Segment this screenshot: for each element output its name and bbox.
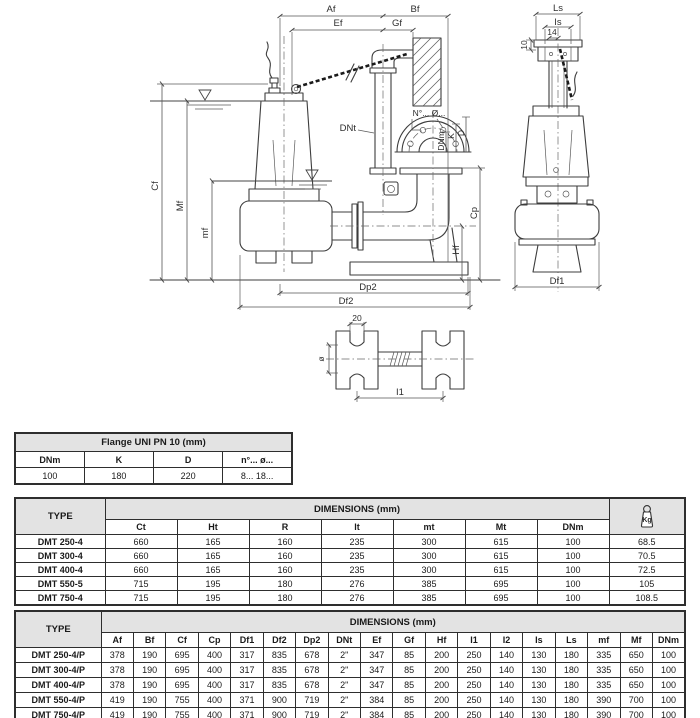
dimensions-title: DIMENSIONS (mm) bbox=[101, 611, 685, 633]
value-cell: 180 bbox=[555, 708, 587, 718]
column-header: Hf bbox=[425, 633, 457, 648]
value-cell: 140 bbox=[490, 648, 522, 663]
value-cell: 250 bbox=[458, 648, 490, 663]
discharge-riser-pipe bbox=[370, 44, 413, 215]
value-cell: 100 bbox=[537, 577, 609, 591]
value-cell: 660 bbox=[105, 563, 177, 577]
value-cell: 100 bbox=[537, 591, 609, 606]
value-cell: 695 bbox=[166, 678, 198, 693]
installation-side-view bbox=[150, 16, 500, 310]
value-cell: 378 bbox=[101, 648, 133, 663]
value-cell: 190 bbox=[133, 663, 165, 678]
float-cable bbox=[266, 42, 272, 78]
value-cell: 2" bbox=[328, 708, 360, 718]
type-cell: DMT 300-4/P bbox=[15, 663, 101, 678]
value-cell: 85 bbox=[393, 678, 425, 693]
value-cell: 715 bbox=[105, 591, 177, 606]
pump-front-view bbox=[515, 14, 599, 292]
column-header: DNm bbox=[537, 520, 609, 535]
column-header: I1 bbox=[458, 633, 490, 648]
table-row bbox=[15, 678, 685, 693]
value-cell: 835 bbox=[263, 663, 295, 678]
value-cell: 400 bbox=[198, 708, 230, 718]
kg-label: Kg bbox=[642, 516, 652, 524]
volute-casing bbox=[515, 204, 599, 239]
value-cell: 400 bbox=[198, 648, 230, 663]
dim-label-df1: Df1 bbox=[549, 276, 565, 287]
value-cell: 100 bbox=[537, 535, 609, 549]
column-header: Cf bbox=[166, 633, 198, 648]
value-cell: 317 bbox=[231, 678, 263, 693]
value-cell: 384 bbox=[361, 708, 393, 718]
value-cell: 347 bbox=[361, 663, 393, 678]
water-level-min bbox=[212, 170, 332, 189]
dim-label-ef: Ef bbox=[333, 18, 343, 29]
value-cell: 419 bbox=[101, 693, 133, 708]
dim-label-cf: Cf bbox=[150, 181, 161, 191]
column-header: mf bbox=[588, 633, 620, 648]
dim-label-diameter: ø bbox=[316, 356, 326, 362]
dim-label-ls: Ls bbox=[552, 3, 564, 14]
value-cell: 160 bbox=[249, 549, 321, 563]
value-cell: 200 bbox=[425, 663, 457, 678]
value-cell: 180 bbox=[84, 468, 153, 485]
value-cell: 317 bbox=[231, 648, 263, 663]
value-cell: 250 bbox=[458, 663, 490, 678]
value-cell: 190 bbox=[133, 648, 165, 663]
value-cell: 335 bbox=[588, 648, 620, 663]
value-cell: 390 bbox=[588, 708, 620, 718]
value-cell: 335 bbox=[588, 663, 620, 678]
value-cell: 715 bbox=[105, 577, 177, 591]
value-cell: 180 bbox=[555, 693, 587, 708]
dim-label-20: 20 bbox=[352, 313, 362, 323]
lifting-chain bbox=[560, 49, 572, 100]
dimension-lines-detail bbox=[326, 322, 443, 402]
column-header: Bf bbox=[133, 633, 165, 648]
value-cell: 140 bbox=[490, 663, 522, 678]
type-cell: DMT 300-4 bbox=[15, 549, 105, 563]
type-cell: DMT 250-4/P bbox=[15, 648, 101, 663]
column-header: K bbox=[84, 452, 153, 468]
type-cell: DMT 400-4/P bbox=[15, 678, 101, 693]
float-cable bbox=[573, 72, 577, 96]
value-cell: 2" bbox=[328, 663, 360, 678]
value-cell: 660 bbox=[105, 549, 177, 563]
value-cell: 695 bbox=[465, 577, 537, 591]
value-cell: 835 bbox=[263, 648, 295, 663]
value-cell: 650 bbox=[620, 648, 652, 663]
dim-label-cp: Cp bbox=[469, 206, 480, 220]
value-cell: 615 bbox=[465, 563, 537, 577]
column-header: R bbox=[249, 520, 321, 535]
value-cell: 835 bbox=[263, 678, 295, 693]
column-header: Is bbox=[523, 633, 555, 648]
column-header: Ct bbox=[105, 520, 177, 535]
table-row bbox=[15, 648, 685, 663]
type-column-header: TYPE bbox=[15, 498, 105, 535]
table-row bbox=[15, 663, 685, 678]
value-cell: 400 bbox=[198, 693, 230, 708]
value-cell: 755 bbox=[166, 708, 198, 718]
value-cell: 72.5 bbox=[609, 563, 685, 577]
type-cell: DMT 750-4 bbox=[15, 591, 105, 606]
lifting-eye bbox=[292, 85, 301, 94]
dim-label-14: 14 bbox=[547, 27, 557, 37]
value-cell: 300 bbox=[393, 563, 465, 577]
value-cell: 130 bbox=[523, 663, 555, 678]
dimensions-table-p-version bbox=[14, 610, 686, 718]
dimensions-title: DIMENSIONS (mm) bbox=[105, 498, 609, 520]
value-cell: 130 bbox=[523, 678, 555, 693]
value-cell: 200 bbox=[425, 693, 457, 708]
dim-label-d-flange: D bbox=[456, 129, 466, 137]
value-cell: 220 bbox=[154, 468, 223, 485]
value-cell: 105 bbox=[609, 577, 685, 591]
value-cell: 100 bbox=[537, 549, 609, 563]
value-cell: 180 bbox=[555, 663, 587, 678]
dim-label-bf: Bf bbox=[410, 4, 420, 15]
column-header: Ef bbox=[361, 633, 393, 648]
column-header: lt bbox=[321, 520, 393, 535]
value-cell: 276 bbox=[321, 577, 393, 591]
value-cell: 400 bbox=[198, 663, 230, 678]
water-level-max bbox=[150, 90, 262, 109]
water-level-icon bbox=[199, 90, 211, 100]
value-cell: 250 bbox=[458, 693, 490, 708]
dim-label-10: 10 bbox=[519, 40, 529, 50]
type-cell: DMT 400-4 bbox=[15, 563, 105, 577]
dimensions-table-standard bbox=[14, 497, 686, 606]
value-cell: 719 bbox=[296, 693, 328, 708]
value-cell: 190 bbox=[133, 708, 165, 718]
value-cell: 755 bbox=[166, 693, 198, 708]
value-cell: 615 bbox=[465, 535, 537, 549]
value-cell: 276 bbox=[321, 591, 393, 606]
value-cell: 235 bbox=[321, 563, 393, 577]
wall-hatch bbox=[413, 38, 441, 106]
value-cell: 68.5 bbox=[609, 535, 685, 549]
value-cell: 85 bbox=[393, 648, 425, 663]
base-plate bbox=[350, 262, 468, 275]
value-cell: 378 bbox=[101, 678, 133, 693]
value-cell: 2" bbox=[328, 648, 360, 663]
value-cell: 678 bbox=[296, 678, 328, 693]
value-cell: 100 bbox=[652, 663, 685, 678]
value-cell: 695 bbox=[166, 663, 198, 678]
value-cell: 85 bbox=[393, 708, 425, 718]
table-row bbox=[15, 468, 292, 485]
volute-casing bbox=[240, 201, 332, 251]
value-cell: 190 bbox=[133, 693, 165, 708]
dim-label-dp2: Dp2 bbox=[359, 282, 377, 293]
value-cell: 250 bbox=[458, 678, 490, 693]
value-cell: 900 bbox=[263, 693, 295, 708]
p-table-header-row bbox=[15, 633, 685, 648]
table-row bbox=[15, 577, 685, 591]
column-header: Dp2 bbox=[296, 633, 328, 648]
value-cell: 660 bbox=[105, 535, 177, 549]
pump-front-body bbox=[515, 106, 599, 272]
column-header: Ht bbox=[177, 520, 249, 535]
value-cell: 165 bbox=[177, 535, 249, 549]
value-cell: 250 bbox=[458, 708, 490, 718]
value-cell: 615 bbox=[465, 549, 537, 563]
value-cell: 300 bbox=[393, 535, 465, 549]
value-cell: 385 bbox=[393, 577, 465, 591]
value-cell: 140 bbox=[490, 708, 522, 718]
dim-label-gf: Gf bbox=[391, 18, 403, 29]
column-header: Cp bbox=[198, 633, 230, 648]
value-cell: 195 bbox=[177, 577, 249, 591]
value-cell: 160 bbox=[249, 535, 321, 549]
guide-claw bbox=[384, 182, 398, 195]
dim-label-k-flange: K bbox=[446, 133, 456, 139]
type-cell: DMT 550-4/P bbox=[15, 693, 101, 708]
column-header: mt bbox=[393, 520, 465, 535]
column-header: Mf bbox=[620, 633, 652, 648]
value-cell: 678 bbox=[296, 648, 328, 663]
column-header: Df1 bbox=[231, 633, 263, 648]
value-cell: 695 bbox=[166, 648, 198, 663]
value-cell: 371 bbox=[231, 708, 263, 718]
value-cell: 385 bbox=[393, 591, 465, 606]
value-cell: 195 bbox=[177, 591, 249, 606]
value-cell: 85 bbox=[393, 663, 425, 678]
value-cell: 400 bbox=[198, 678, 230, 693]
value-cell: 235 bbox=[321, 535, 393, 549]
value-cell: 70.5 bbox=[609, 549, 685, 563]
value-cell: 2" bbox=[328, 693, 360, 708]
weight-column-header bbox=[609, 498, 685, 535]
column-header: Ls bbox=[555, 633, 587, 648]
pump-side-view bbox=[240, 36, 332, 272]
value-cell: 108.5 bbox=[609, 591, 685, 606]
value-cell: 695 bbox=[465, 591, 537, 606]
guide-rails bbox=[549, 28, 567, 292]
dim-label-dnt: DNt bbox=[339, 123, 356, 134]
column-header: D bbox=[154, 452, 223, 468]
dim-table-title-row bbox=[15, 498, 685, 520]
value-cell: 140 bbox=[490, 693, 522, 708]
table-row bbox=[15, 563, 685, 577]
suction-bell bbox=[533, 245, 581, 272]
dim-label-mf-min: mf bbox=[200, 227, 211, 239]
type-column-header: TYPE bbox=[15, 611, 101, 648]
value-cell: 85 bbox=[393, 693, 425, 708]
table-row bbox=[15, 708, 685, 718]
value-cell: 371 bbox=[231, 693, 263, 708]
p-table-body bbox=[15, 648, 685, 718]
column-header: Df2 bbox=[263, 633, 295, 648]
column-header: DNm bbox=[15, 452, 84, 468]
dim-label-is: Is bbox=[554, 17, 562, 28]
value-cell: 390 bbox=[588, 693, 620, 708]
value-cell: 719 bbox=[296, 708, 328, 718]
value-cell: 347 bbox=[361, 678, 393, 693]
dim-label-dnm-flange: DNm bbox=[436, 131, 446, 151]
value-cell: 100 bbox=[15, 468, 84, 485]
value-cell: 8... 18... bbox=[223, 468, 292, 485]
value-cell: 100 bbox=[537, 563, 609, 577]
value-cell: 180 bbox=[249, 577, 321, 591]
column-header: n°... ø... bbox=[223, 452, 292, 468]
value-cell: 235 bbox=[321, 549, 393, 563]
flange-table-body bbox=[15, 468, 292, 485]
table-row bbox=[15, 549, 685, 563]
value-cell: 347 bbox=[361, 648, 393, 663]
value-cell: 165 bbox=[177, 563, 249, 577]
value-cell: 378 bbox=[101, 663, 133, 678]
value-cell: 419 bbox=[101, 708, 133, 718]
type-cell: DMT 250-4 bbox=[15, 535, 105, 549]
type-cell: DMT 750-4/P bbox=[15, 708, 101, 718]
table-row bbox=[15, 693, 685, 708]
value-cell: 200 bbox=[425, 708, 457, 718]
value-cell: 180 bbox=[555, 648, 587, 663]
value-cell: 130 bbox=[523, 708, 555, 718]
value-cell: 100 bbox=[652, 693, 685, 708]
dim-label-df2: Df2 bbox=[338, 296, 354, 307]
column-header: Mt bbox=[465, 520, 537, 535]
value-cell: 100 bbox=[652, 678, 685, 693]
value-cell: 100 bbox=[652, 708, 685, 718]
column-header: DNt bbox=[328, 633, 360, 648]
p-table-title-row bbox=[15, 611, 685, 633]
type-cell: DMT 550-5 bbox=[15, 577, 105, 591]
kg-weight-icon bbox=[638, 504, 656, 530]
value-cell: 130 bbox=[523, 693, 555, 708]
value-cell: 700 bbox=[620, 708, 652, 718]
value-cell: 160 bbox=[249, 563, 321, 577]
value-cell: 300 bbox=[393, 549, 465, 563]
value-cell: 200 bbox=[425, 678, 457, 693]
dim-label-i1: I1 bbox=[396, 387, 404, 398]
value-cell: 100 bbox=[652, 648, 685, 663]
value-cell: 700 bbox=[620, 693, 652, 708]
value-cell: 180 bbox=[555, 678, 587, 693]
flange-table-title-row bbox=[15, 433, 292, 452]
dim-label-af: Af bbox=[326, 4, 336, 15]
value-cell: 2" bbox=[328, 678, 360, 693]
table-row bbox=[15, 591, 685, 606]
dim-table-body bbox=[15, 535, 685, 606]
value-cell: 165 bbox=[177, 549, 249, 563]
dim-label-hf: Hf bbox=[451, 245, 462, 255]
dim-table-header-row bbox=[15, 520, 685, 535]
value-cell: 678 bbox=[296, 663, 328, 678]
column-header: Af bbox=[101, 633, 133, 648]
column-header: Gf bbox=[393, 633, 425, 648]
value-cell: 317 bbox=[231, 663, 263, 678]
value-cell: 140 bbox=[490, 678, 522, 693]
value-cell: 384 bbox=[361, 693, 393, 708]
dim-label-mf-max: Mf bbox=[175, 200, 186, 212]
value-cell: 130 bbox=[523, 648, 555, 663]
flange-table-header-row bbox=[15, 452, 292, 468]
value-cell: 190 bbox=[133, 678, 165, 693]
dim-label-bolt-holes: N°... Ø... bbox=[412, 108, 446, 118]
flange-table-title: Flange UNI PN 10 (mm) bbox=[15, 433, 292, 452]
table-row bbox=[15, 535, 685, 549]
flange-spec-table bbox=[14, 432, 293, 485]
value-cell: 650 bbox=[620, 663, 652, 678]
value-cell: 200 bbox=[425, 648, 457, 663]
dimension-lines-left-view bbox=[157, 16, 485, 310]
value-cell: 900 bbox=[263, 708, 295, 718]
value-cell: 650 bbox=[620, 678, 652, 693]
bolt-hole bbox=[408, 141, 414, 147]
column-header: DNm bbox=[652, 633, 685, 648]
column-header: I2 bbox=[490, 633, 522, 648]
value-cell: 335 bbox=[588, 678, 620, 693]
value-cell: 180 bbox=[249, 591, 321, 606]
